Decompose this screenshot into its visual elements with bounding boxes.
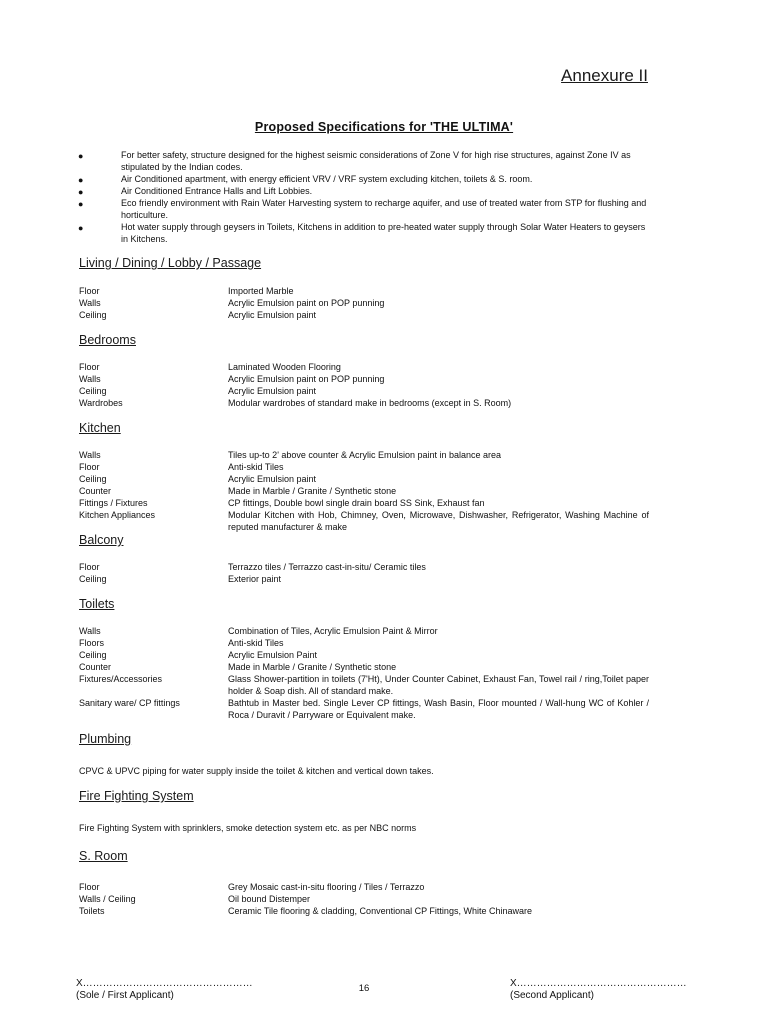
bullet-item: ● For better safety, structure designed for the highest seismic considerations of Zone V for high rise structures, against Zone IV as stipulated by the Indian codes.	[78, 150, 631, 172]
spec-table-balcony	[79, 561, 649, 585]
spec-key: Fixtures/Accessories	[79, 674, 163, 684]
spec-key: Walls	[79, 374, 101, 384]
spec-value: Combination of Tiles, Acrylic Emulsion Paint & Mirror	[228, 626, 438, 636]
spec-row	[79, 673, 649, 697]
spec-row	[79, 309, 649, 321]
spec-key: Ceiling	[79, 310, 107, 320]
spec-key: Sanitary ware/ CP fittings	[79, 698, 180, 708]
bullet-item: ● Hot water supply through geysers in Toilets, Kitchens in addition to pre-heated water supply through Solar Water Heaters to geysers in Kitchens.	[78, 222, 646, 244]
bullet-item: ● Air Conditioned Entrance Halls and Lift Lobbies.	[78, 186, 313, 197]
spec-row	[79, 661, 649, 673]
spec-value: Ceramic Tile flooring & cladding, Conventional CP Fittings, White Chinaware	[228, 906, 532, 916]
spec-key: Toilets	[79, 906, 105, 916]
spec-key: Ceiling	[79, 474, 107, 484]
bullet-icon: ●	[78, 199, 84, 209]
spec-value: Acrylic Emulsion paint	[228, 474, 317, 484]
spec-row	[79, 697, 649, 721]
fire-fighting-text: Fire Fighting System with sprinklers, smoke detection system etc. as per NBC norms	[79, 823, 417, 833]
spec-row	[79, 497, 649, 509]
spec-key: Walls	[79, 626, 101, 636]
spec-table-bedrooms	[79, 361, 649, 409]
bullet-icon: ●	[78, 151, 84, 161]
section-heading-living: Living / Dining / Lobby / Passage	[79, 256, 262, 270]
spec-value: Imported Marble	[228, 286, 294, 296]
spec-value: Glass Shower-partition in toilets (7'Ht), Under Counter Cabinet, Exhaust Fan, Towel rail / ring,Toilet paper holder & Soap dish. All of standard make.	[228, 674, 649, 696]
spec-value: Oil bound Distemper	[228, 894, 311, 904]
spec-key: Floor	[79, 362, 100, 372]
spec-key: Floor	[79, 562, 100, 572]
spec-value: Modular wardrobes of standard make in bedrooms (except in S. Room)	[228, 398, 512, 408]
spec-value: Acrylic Emulsion paint on POP punning	[228, 374, 385, 384]
spec-value: Grey Mosaic cast-in-situ flooring / Tiles / Terrazzo	[228, 882, 425, 892]
spec-key: Fittings / Fixtures	[79, 498, 148, 508]
bullet-item: ● Eco friendly environment with Rain Water Harvesting system to recharge aquifer, and use of treated water from STP for flushing and horticulture.	[78, 198, 647, 220]
spec-row	[79, 485, 649, 497]
spec-value: Acrylic Emulsion paint	[228, 310, 317, 320]
spec-key: Counter	[79, 486, 112, 496]
spec-key: Ceiling	[79, 650, 107, 660]
signature-label: (Second Applicant)	[510, 990, 594, 1001]
bullet-icon: ●	[78, 223, 84, 233]
spec-value: Anti-skid Tiles	[228, 462, 284, 472]
spec-key: Floors	[79, 638, 105, 648]
spec-value: Anti-skid Tiles	[228, 638, 284, 648]
page-number: 16	[358, 983, 370, 994]
signature-line: X……………………………………………	[76, 978, 253, 989]
spec-row	[79, 385, 649, 397]
feature-bullet-list	[78, 149, 650, 245]
spec-key: Walls	[79, 298, 101, 308]
section-heading-kitchen: Kitchen	[79, 421, 121, 435]
spec-value: Laminated Wooden Flooring	[228, 362, 341, 372]
spec-row	[79, 509, 649, 533]
spec-row	[79, 297, 649, 309]
section-heading-bedrooms: Bedrooms	[79, 333, 136, 347]
spec-value: Acrylic Emulsion paint on POP punning	[228, 298, 385, 308]
spec-row	[79, 361, 649, 373]
bullet-item: ● Air Conditioned apartment, with energy efficient VRV / VRF system excluding kitchen, toilets & S. room.	[78, 174, 533, 185]
spec-value: Exterior paint	[228, 574, 282, 584]
spec-key: Wardrobes	[79, 398, 123, 408]
section-heading-balcony: Balcony	[79, 533, 124, 547]
spec-key: Floor	[79, 286, 100, 296]
spec-key: Ceiling	[79, 386, 107, 396]
spec-table-s-room	[79, 881, 649, 917]
spec-row	[79, 573, 649, 585]
signature-line: X……………………………………………	[510, 978, 687, 989]
spec-value: Made in Marble / Granite / Synthetic stone	[228, 662, 397, 672]
spec-row	[79, 449, 649, 461]
bullet-icon: ●	[78, 175, 84, 185]
spec-table-toilets	[79, 625, 649, 721]
plumbing-text: CPVC & UPVC piping for water supply inside the toilet & kitchen and vertical down takes.	[79, 766, 434, 776]
spec-value: Acrylic Emulsion Paint	[228, 650, 318, 660]
spec-value: Made in Marble / Granite / Synthetic stone	[228, 486, 397, 496]
spec-key: Counter	[79, 662, 112, 672]
section-heading-plumbing: Plumbing	[79, 732, 132, 746]
spec-row	[79, 285, 649, 297]
spec-row	[79, 881, 649, 893]
spec-table-kitchen	[79, 449, 649, 533]
section-heading-s-room: S. Room	[79, 849, 128, 863]
section-heading-fire-fighting: Fire Fighting System	[79, 789, 194, 803]
spec-value: Bathtub in Master bed. Single Lever CP fittings, Wash Basin, Floor mounted / Wall-hung WC of Kohler / Roca / Duravit / Parryware or Equivalent make.	[228, 698, 649, 720]
spec-key: Walls	[79, 450, 101, 460]
spec-value: Modular Kitchen with Hob, Chimney, Oven, Microwave, Dishwasher, Refrigerator, Washing Machine of reputed manufacturer & make	[228, 510, 649, 532]
section-heading-toilets: Toilets	[79, 597, 115, 611]
spec-key: Ceiling	[79, 574, 107, 584]
spec-row	[79, 649, 649, 661]
page-title: Proposed Specifications for 'THE ULTIMA'	[254, 120, 514, 134]
spec-key: Floor	[79, 462, 100, 472]
spec-row	[79, 373, 649, 385]
spec-row	[79, 397, 649, 409]
spec-table-living	[79, 285, 649, 321]
bullet-icon: ●	[78, 187, 84, 197]
spec-value: Terrazzo tiles / Terrazzo cast-in-situ/ Ceramic tiles	[228, 562, 426, 572]
spec-value: CP fittings, Double bowl single drain board SS Sink, Exhaust fan	[228, 498, 485, 508]
signature-label: (Sole / First Applicant)	[76, 990, 174, 1001]
second-applicant-signature-block	[510, 978, 687, 1002]
spec-key: Kitchen Appliances	[79, 510, 156, 520]
spec-row	[79, 637, 649, 649]
spec-row	[79, 893, 649, 905]
spec-row	[79, 625, 649, 637]
spec-row	[79, 561, 649, 573]
annexure-label: Annexure II	[561, 66, 648, 85]
spec-key: Floor	[79, 882, 100, 892]
spec-value: Acrylic Emulsion paint	[228, 386, 317, 396]
spec-row	[79, 473, 649, 485]
spec-row	[79, 461, 649, 473]
spec-value: Tiles up-to 2' above counter & Acrylic Emulsion paint in balance area	[228, 450, 502, 460]
spec-key: Walls / Ceiling	[79, 894, 136, 904]
spec-row	[79, 905, 649, 917]
